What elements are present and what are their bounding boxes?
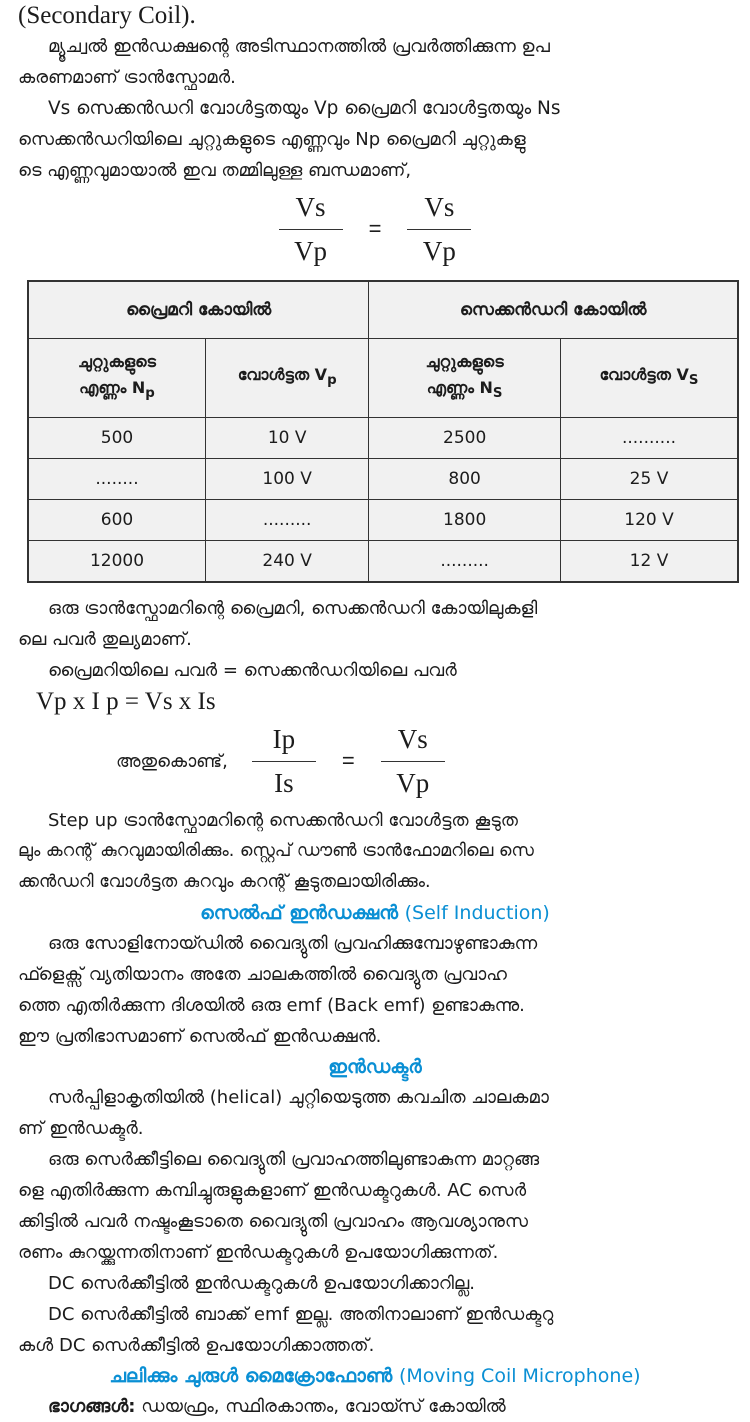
text-line: സർപ്പിളാകൃതിയിൽ (helical) ചുറ്റിയെടുത്ത കവചിത ചാലകമാ	[48, 1087, 549, 1108]
table-row	[28, 541, 738, 583]
denominator: Vp	[294, 235, 328, 266]
para-inductor-def	[18, 1082, 732, 1144]
table-row	[28, 500, 738, 541]
numerator: Vs	[407, 192, 471, 230]
text-line: ടെ എണ്ണവുമായാൽ ഇവ തമ്മിലുള്ള ബന്ധമാണ്,	[18, 160, 412, 181]
text-line: ക്കൻഡറി വോൾട്ടത കുറവും കറന്റ് കൂടുതലായിരിക്കും.	[18, 872, 431, 892]
header-text: ചുറ്റുകളുടെ	[425, 351, 504, 371]
heading-self-induction	[18, 898, 732, 928]
header-secondary-coil: സെക്കൻഡറി കോയിൽ	[369, 281, 738, 339]
header-vs	[560, 339, 738, 418]
text-line: DC സെർക്കീട്ടിൽ ബാക്ക് emf ഇല്ല. അതിനാലാണ് ഇൻഡക്ടറു	[48, 1304, 554, 1325]
table-column-header	[28, 339, 738, 418]
heading-text: സെൽഫ് ഇൻഡക്ഷൻ	[200, 902, 399, 924]
para-dc-no-inductor: DC സെർക്കീട്ടിൽ ഇൻഡക്ടറുകൾ ഉപയോഗിക്കാറില്ല.	[48, 1273, 476, 1294]
heading-text-en: (Moving Coil Microphone)	[398, 1365, 641, 1387]
header-ns	[369, 339, 561, 418]
coil-table	[27, 280, 739, 583]
table-cell: 600	[28, 500, 206, 541]
top-line: (Secondary Coil).	[18, 2, 196, 29]
table-cell: 500	[28, 418, 206, 459]
text-line: ഒരു ട്രാൻസ്ഫോമറിന്റെ പ്രൈമറി, സെക്കൻഡറി കോയിലുകളി	[48, 598, 538, 619]
power-line: പ്രൈമറിയിലെ പവർ = സെക്കൻഡറിയിലെ പവർ	[48, 660, 457, 681]
table-cell: 240 V	[206, 541, 369, 583]
para-power-equal	[18, 593, 732, 655]
table-cell: 100 V	[206, 459, 369, 500]
numerator: Vs	[381, 724, 445, 762]
table-row	[28, 418, 738, 459]
para-variables	[18, 93, 732, 186]
table-cell: ........	[28, 459, 206, 500]
text-line: കൾ DC സെർക്കീട്ടിൽ ഉപയോഗിക്കാത്തത്.	[18, 1335, 375, 1356]
table-cell: 10 V	[206, 418, 369, 459]
header-primary-coil: പ്രൈമറി കോയിൽ	[28, 281, 369, 339]
heading-text: ചലിക്കും ചുരുൾ മൈക്രോഫോൺ	[109, 1365, 393, 1387]
text-line: മ്യൂച്വൽ ഇൻഡക്ഷന്റെ അടിസ്ഥാനത്തിൽ പ്രവർത്തിക്കുന്ന ഉപ	[48, 36, 550, 57]
heading-moving-coil-microphone	[18, 1361, 732, 1391]
parts-value: ഡയഫ്രം, സ്ഥിരകാന്തം, വോയ്സ് കോയിൽ	[141, 1396, 506, 1417]
header-text: എണ്ണം N	[79, 377, 146, 397]
header-subscript: p	[327, 373, 337, 389]
text-line: ഫ്ളെക്സ് വ്യതിയാനം അതേ ചാലകത്തിൽ വൈദ്യുത പ്രവാഹ	[18, 964, 507, 985]
para-dc-back-emf	[18, 1299, 732, 1361]
table-cell: 12000	[28, 541, 206, 583]
header-text: വോൾട്ടത V	[599, 364, 689, 384]
table-cell: ..........	[560, 418, 738, 459]
header-text: എണ്ണം N	[426, 377, 493, 397]
fraction-left	[252, 724, 316, 799]
header-text: ചുറ്റുകളുടെ	[78, 351, 156, 371]
parts-label: ഭാഗങ്ങൾ:	[48, 1396, 136, 1417]
table-cell: 2500	[369, 418, 561, 459]
text-line: ണ് ഇൻഡക്ടർ.	[18, 1118, 144, 1139]
para-transformer-def	[18, 31, 732, 93]
current-ratio-formula	[18, 717, 732, 805]
table-cell: 12 V	[560, 541, 738, 583]
text-line: Step up ട്രാൻസ്ഫോമറിന്റെ സെക്കൻഡറി വോൾട്ടത കൂടുത	[48, 810, 518, 831]
text-line: ലും കറന്റ് കുറവുമായിരിക്കും. സ്റ്റെപ് ഡൗൺ ട്രാൻഫോമറിലെ സെ	[18, 841, 534, 861]
power-equation: Vp x I p = Vs x Is	[36, 688, 216, 715]
header-vp	[206, 339, 369, 418]
table-cell: .........	[206, 500, 369, 541]
text-line: ഒരു സെർക്കീട്ടിലെ വൈദ്യുതി പ്രവാഹത്തിലുണ്ടാകുന്ന മാറ്റങ്ങ	[48, 1149, 540, 1170]
numerator: Ip	[252, 724, 316, 762]
para-inductor-use	[18, 1144, 732, 1268]
para-self-induction	[18, 928, 732, 1052]
fraction-right	[407, 192, 471, 267]
table-cell: 120 V	[560, 500, 738, 541]
therefore-label: അതുകൊണ്ട്,	[116, 750, 228, 772]
table-cell: .........	[369, 541, 561, 583]
text-line: ളെ എതിർക്കുന്ന കമ്പിച്ചുരുളുകളാണ് ഇൻഡക്ടറുകൾ. AC സെർ	[18, 1180, 527, 1201]
fraction-right	[381, 724, 445, 799]
text-line: രണം കുറയ്ക്കുന്നതിനാണ് ഇൻഡക്ടറുകൾ ഉപയോഗിക്കുന്നത്.	[18, 1242, 499, 1263]
text-line: ഈ പ്രതിഭാസമാണ് സെൽഫ് ഇൻഡക്ഷൻ.	[18, 1026, 382, 1047]
header-subscript: S	[688, 373, 699, 389]
table-row	[28, 459, 738, 500]
text-line: ഒരു സോളിനോയ്ഡിൽ വൈദ്യുതി പ്രവഹിക്കുമ്പോഴുണ്ടാകുന്ന	[48, 933, 538, 954]
denominator: Vp	[422, 235, 456, 266]
equals-sign: =	[368, 216, 382, 241]
table-group-header	[28, 281, 738, 339]
voltage-ratio-formula	[18, 186, 732, 272]
denominator: Is	[274, 767, 294, 798]
numerator: Vs	[279, 192, 343, 230]
header-subscript: S	[492, 386, 503, 402]
text-line: കരണമാണ് ട്രാൻസ്ഫോമർ.	[18, 67, 236, 88]
table-cell: 25 V	[560, 459, 738, 500]
text-line: സെക്കൻഡറിയിലെ ചുറ്റുകളുടെ എണ്ണവും Np പ്രൈമറി ചുറ്റുകളു	[18, 129, 526, 150]
text-line: ലെ പവർ തുല്യമാണ്.	[18, 629, 192, 650]
text-line: ത്തെ എതിർക്കുന്ന ദിശയിൽ ഒരു emf (Back emf) ഉണ്ടാകുന്നു.	[18, 995, 525, 1016]
header-text: വോൾട്ടത V	[237, 364, 328, 384]
header-np	[28, 339, 206, 418]
denominator: Vp	[396, 767, 430, 798]
text-line: ക്കിട്ടിൽ പവർ നഷ്ടംകൂടാതെ വൈദ്യുതി പ്രവാഹം ആവശ്യാനുസ	[18, 1211, 528, 1232]
heading-text-en: (Self Induction)	[404, 902, 550, 924]
table-cell: 1800	[369, 500, 561, 541]
header-subscript: p	[145, 386, 155, 402]
parts-line	[18, 1391, 732, 1422]
equals-sign: =	[341, 748, 355, 773]
para-step-up-down	[18, 805, 732, 898]
table-cell: 800	[369, 459, 561, 500]
heading-inductor: ഇൻഡക്ടർ	[328, 1056, 422, 1078]
text-line: Vs സെക്കൻഡറി വോൾട്ടതയും Vp പ്രൈമറി വോൾട്ടതയും Ns	[48, 98, 561, 119]
fraction-left	[279, 192, 343, 267]
